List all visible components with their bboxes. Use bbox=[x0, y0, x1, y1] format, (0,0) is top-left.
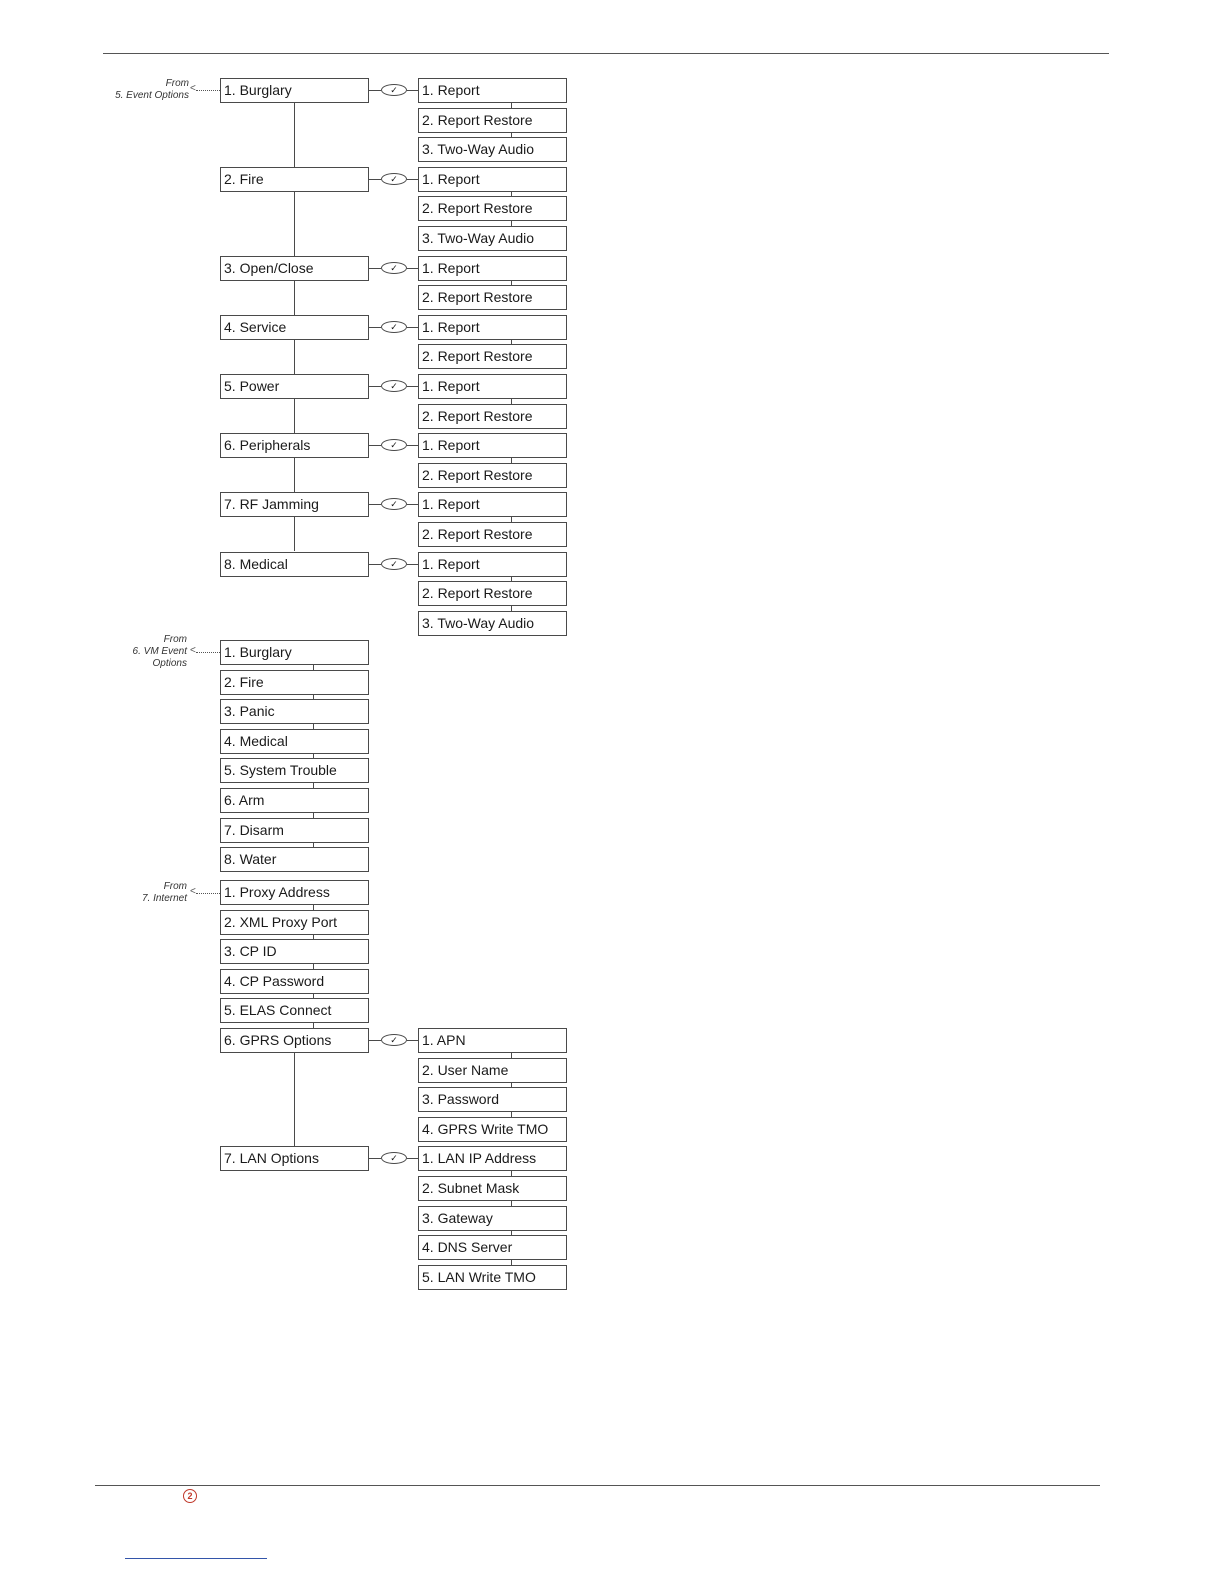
event-option-3[interactable]: 3. Open/Close bbox=[220, 256, 369, 281]
parent-link-line bbox=[294, 517, 295, 551]
event-suboption[interactable]: 2. Report Restore bbox=[418, 108, 567, 133]
child-link-line bbox=[511, 340, 512, 345]
item-link-line bbox=[313, 935, 314, 940]
parent-link-line bbox=[294, 340, 295, 374]
item-link-line bbox=[313, 905, 314, 910]
event-suboption[interactable]: 2. Report Restore bbox=[418, 404, 567, 429]
event-suboption[interactable]: 2. Report Restore bbox=[418, 522, 567, 547]
child-link-line bbox=[511, 1053, 512, 1058]
internet-suboption[interactable]: 4. GPRS Write TMO bbox=[418, 1117, 567, 1142]
connector-line bbox=[369, 504, 381, 505]
child-link-line bbox=[511, 1171, 512, 1176]
internet-option[interactable]: 3. CP ID bbox=[220, 939, 369, 964]
child-link-line bbox=[511, 1231, 512, 1236]
item-link-line bbox=[313, 843, 314, 848]
event-option-7[interactable]: 7. RF Jamming bbox=[220, 492, 369, 517]
child-link-line bbox=[511, 221, 512, 226]
check-icon: ✓ bbox=[381, 321, 407, 333]
child-link-line bbox=[511, 133, 512, 138]
arrow-left-icon: < bbox=[190, 645, 196, 656]
from-label-vm-event-options: From 6. VM Event Options bbox=[132, 634, 187, 669]
connector-line bbox=[407, 90, 418, 91]
event-option-5[interactable]: 5. Power bbox=[220, 374, 369, 399]
event-suboption[interactable]: 1. Report bbox=[418, 433, 567, 458]
vm-event-option[interactable]: 3. Panic bbox=[220, 699, 369, 724]
vm-event-option[interactable]: 8. Water bbox=[220, 847, 369, 872]
item-link-line bbox=[313, 695, 314, 700]
internet-option[interactable]: 5. ELAS Connect bbox=[220, 998, 369, 1023]
connector-line bbox=[369, 1158, 381, 1159]
check-icon: ✓ bbox=[381, 439, 407, 451]
check-icon: ✓ bbox=[381, 84, 407, 96]
item-link-line bbox=[313, 783, 314, 788]
connector-line bbox=[369, 179, 381, 180]
internet-option-group[interactable]: 7. LAN Options bbox=[220, 1146, 369, 1171]
connector-line bbox=[369, 564, 381, 565]
event-suboption[interactable]: 3. Two-Way Audio bbox=[418, 611, 567, 636]
connector-line bbox=[407, 268, 418, 269]
parent-link-line bbox=[294, 192, 295, 256]
event-suboption[interactable]: 3. Two-Way Audio bbox=[418, 226, 567, 251]
header-rule bbox=[103, 53, 1109, 54]
item-link-line bbox=[313, 994, 314, 999]
from-arrow-event-options bbox=[196, 90, 220, 91]
item-link-line bbox=[313, 665, 314, 670]
vm-event-option[interactable]: 6. Arm bbox=[220, 788, 369, 813]
vm-event-option[interactable]: 7. Disarm bbox=[220, 818, 369, 843]
internet-option[interactable]: 4. CP Password bbox=[220, 969, 369, 994]
child-link-line bbox=[511, 606, 512, 611]
connector-line bbox=[369, 386, 381, 387]
connector-line bbox=[407, 1040, 418, 1041]
event-option-8[interactable]: 8. Medical bbox=[220, 552, 369, 577]
child-link-line bbox=[511, 399, 512, 404]
internet-suboption[interactable]: 5. LAN Write TMO bbox=[418, 1265, 567, 1290]
parent-link-line bbox=[294, 103, 295, 167]
footer-rule bbox=[95, 1485, 1100, 1486]
event-option-2[interactable]: 2. Fire bbox=[220, 167, 369, 192]
from-label-event-options: From 5. Event Options bbox=[115, 78, 189, 101]
parent-link-line bbox=[294, 399, 295, 433]
event-option-1[interactable]: 1. Burglary bbox=[220, 78, 369, 103]
footer-link-underline bbox=[125, 1558, 267, 1559]
connector-line bbox=[369, 268, 381, 269]
event-suboption[interactable]: 1. Report bbox=[418, 492, 567, 517]
event-suboption[interactable]: 2. Report Restore bbox=[418, 463, 567, 488]
connector-line bbox=[369, 327, 381, 328]
item-link-line bbox=[313, 724, 314, 729]
parent-link-line bbox=[294, 1053, 295, 1146]
check-icon: ✓ bbox=[381, 1034, 407, 1046]
internet-suboption[interactable]: 3. Password bbox=[418, 1087, 567, 1112]
internet-suboption[interactable]: 2. User Name bbox=[418, 1058, 567, 1083]
event-suboption[interactable]: 3. Two-Way Audio bbox=[418, 137, 567, 162]
parent-link-line bbox=[294, 458, 295, 492]
check-icon: ✓ bbox=[381, 380, 407, 392]
event-suboption[interactable]: 1. Report bbox=[418, 374, 567, 399]
internet-suboption[interactable]: 1. LAN IP Address bbox=[418, 1146, 567, 1171]
connector-line bbox=[369, 90, 381, 91]
child-link-line bbox=[511, 1112, 512, 1117]
internet-suboption[interactable]: 3. Gateway bbox=[418, 1206, 567, 1231]
child-link-line bbox=[511, 103, 512, 108]
child-link-line bbox=[511, 458, 512, 463]
event-suboption[interactable]: 2. Report Restore bbox=[418, 581, 567, 606]
child-link-line bbox=[511, 281, 512, 286]
connector-line bbox=[407, 1158, 418, 1159]
internet-suboption[interactable]: 2. Subnet Mask bbox=[418, 1176, 567, 1201]
child-link-line bbox=[511, 1201, 512, 1206]
from-arrow-internet bbox=[196, 893, 220, 894]
child-link-line bbox=[511, 1260, 512, 1265]
event-suboption[interactable]: 1. Report bbox=[418, 552, 567, 577]
event-suboption[interactable]: 2. Report Restore bbox=[418, 196, 567, 221]
arrow-left-icon: < bbox=[190, 886, 196, 897]
internet-option[interactable]: 1. Proxy Address bbox=[220, 880, 369, 905]
event-option-4[interactable]: 4. Service bbox=[220, 315, 369, 340]
event-suboption[interactable]: 1. Report bbox=[418, 167, 567, 192]
check-icon: ✓ bbox=[381, 1152, 407, 1164]
connector-line bbox=[407, 564, 418, 565]
connector-line bbox=[407, 327, 418, 328]
vm-event-option[interactable]: 1. Burglary bbox=[220, 640, 369, 665]
item-link-line bbox=[313, 964, 314, 969]
brand-logo-icon: 2 bbox=[183, 1489, 197, 1503]
check-icon: ✓ bbox=[381, 262, 407, 274]
internet-suboption[interactable]: 4. DNS Server bbox=[418, 1235, 567, 1260]
internet-option-group[interactable]: 6. GPRS Options bbox=[220, 1028, 369, 1053]
vm-event-option[interactable]: 5. System Trouble bbox=[220, 758, 369, 783]
internet-suboption[interactable]: 1. APN bbox=[418, 1028, 567, 1053]
child-link-line bbox=[511, 577, 512, 582]
check-icon: ✓ bbox=[381, 498, 407, 510]
child-link-line bbox=[511, 192, 512, 197]
from-arrow-vm-event-options bbox=[196, 652, 220, 653]
from-label-internet: From 7. Internet bbox=[141, 881, 187, 904]
event-suboption[interactable]: 2. Report Restore bbox=[418, 344, 567, 369]
child-link-line bbox=[511, 1083, 512, 1088]
vm-event-option[interactable]: 2. Fire bbox=[220, 670, 369, 695]
event-suboption[interactable]: 1. Report bbox=[418, 315, 567, 340]
vm-event-option[interactable]: 4. Medical bbox=[220, 729, 369, 754]
event-option-6[interactable]: 6. Peripherals bbox=[220, 433, 369, 458]
child-link-line bbox=[511, 517, 512, 522]
connector-line bbox=[407, 445, 418, 446]
item-link-line bbox=[313, 754, 314, 759]
check-icon: ✓ bbox=[381, 173, 407, 185]
event-suboption[interactable]: 1. Report bbox=[418, 78, 567, 103]
arrow-left-icon: < bbox=[190, 83, 196, 94]
event-suboption[interactable]: 1. Report bbox=[418, 256, 567, 281]
parent-link-line bbox=[294, 281, 295, 315]
connector-line bbox=[407, 386, 418, 387]
connector-line bbox=[369, 445, 381, 446]
check-icon: ✓ bbox=[381, 558, 407, 570]
item-link-line bbox=[313, 813, 314, 818]
event-suboption[interactable]: 2. Report Restore bbox=[418, 285, 567, 310]
connector-line bbox=[407, 504, 418, 505]
internet-option[interactable]: 2. XML Proxy Port bbox=[220, 910, 369, 935]
connector-line bbox=[369, 1040, 381, 1041]
connector-line bbox=[407, 179, 418, 180]
